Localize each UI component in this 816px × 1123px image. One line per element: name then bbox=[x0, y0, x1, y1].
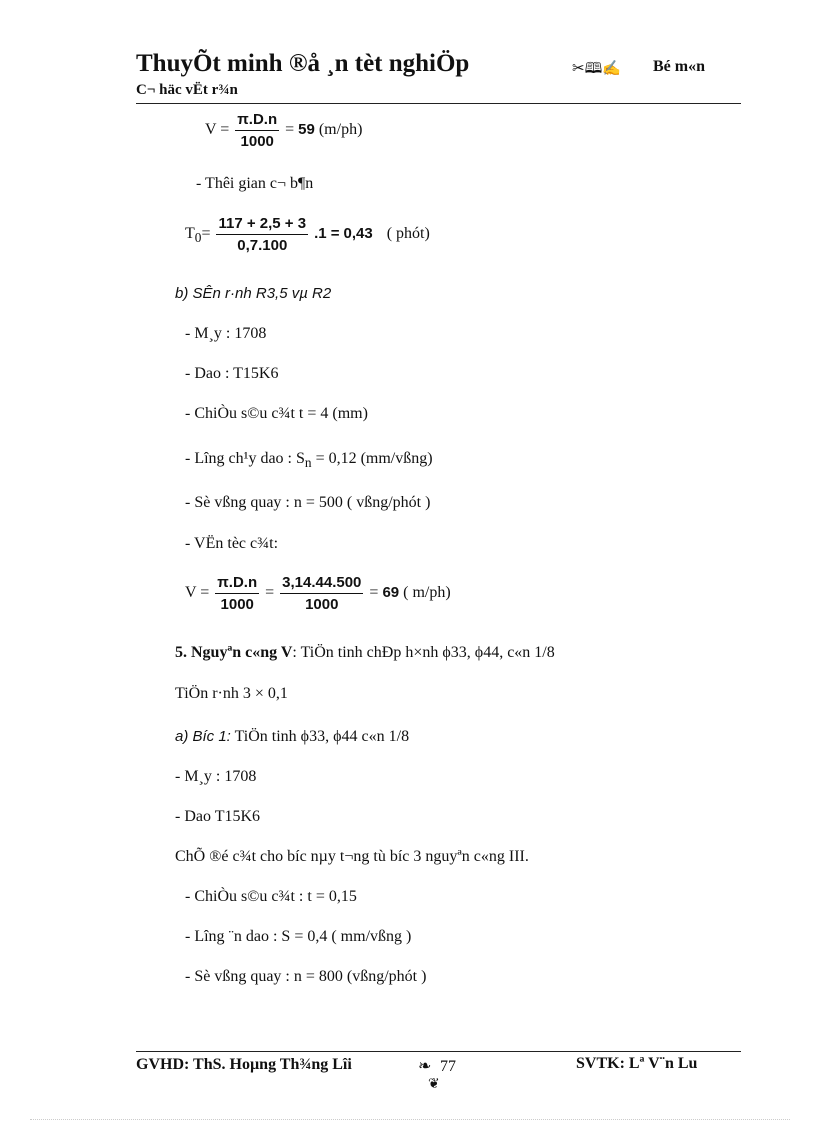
step-a-line: a) Bíc 1: TiÖn tinh ϕ33, ϕ44 c«n 1/8 bbox=[175, 728, 410, 745]
fraction-denominator: 1000 bbox=[220, 596, 254, 613]
page-number: 77 bbox=[440, 1058, 456, 1075]
fraction-denominator: 0,7.100 bbox=[237, 237, 288, 254]
line-machine: - M¸y : 1708 bbox=[185, 325, 267, 342]
fraction bbox=[215, 574, 259, 613]
line-cut-mode: ChÕ ®é c¾t cho bíc nµy t¬ng tù bíc 3 nguyªn c«ng III. bbox=[175, 848, 529, 865]
step-a-label: a) Bíc 1: bbox=[175, 728, 231, 745]
operation-5-line: 5. Nguyªn c«ng V: TiÖn tinh chÐp h×nh ϕ33, ϕ44, c«n 1/8 bbox=[175, 644, 555, 661]
formula-result: 0,43 bbox=[343, 225, 373, 243]
line-feed-2: - Lîng ¨n dao : S = 0,4 ( mm/vßng ) bbox=[185, 928, 412, 945]
header-ornament-icon: ✂🕮✍ bbox=[572, 61, 621, 77]
fraction bbox=[235, 111, 279, 150]
line-spindle-speed-2: - Sè vßng quay : n = 800 (vßng/phót ) bbox=[185, 968, 427, 985]
fraction-denominator: 1000 bbox=[305, 596, 339, 613]
line-machining-time: - Thêi gian c¬ b¶n bbox=[196, 175, 314, 192]
line-machine-2: - M¸y : 1708 bbox=[175, 768, 257, 785]
footer-flourish-icon: ❦ bbox=[428, 1077, 440, 1092]
line-spindle-speed: - Sè vßng quay : n = 500 ( vßng/phót ) bbox=[185, 494, 431, 511]
formula-multiplier: .1 = bbox=[314, 225, 340, 243]
footer-student: SVTK: Lª V¨n Lu bbox=[576, 1055, 698, 1072]
department-label: Bé m«n bbox=[653, 58, 705, 75]
line-cutting-speed: - VËn tèc c¾t: bbox=[185, 535, 279, 552]
fraction-numerator: 3,14.44.500 bbox=[280, 574, 363, 594]
line-tool-2: - Dao T15K6 bbox=[175, 808, 261, 825]
line-feed: - Lîng ch¹y dao : $S_n = 0,12$ (mm/vßng) bbox=[185, 450, 433, 471]
formula-unit: (m/ph) bbox=[318, 121, 363, 139]
document-title: ThuyÕt minh ®å ¸n tèt nghiÖp bbox=[136, 50, 470, 77]
line-cut-depth: - ChiÒu s©u c¾t t = 4 (mm) bbox=[185, 405, 368, 422]
fraction-numerator: π.D.n bbox=[215, 574, 259, 594]
formula-equals: = bbox=[265, 584, 275, 602]
formula-equals: = bbox=[285, 121, 295, 139]
operation-5-heading: 5. Nguyªn c«ng V bbox=[175, 644, 293, 661]
fraction-numerator: π.D.n bbox=[235, 111, 279, 131]
formula-unit: ( phót) bbox=[386, 225, 430, 243]
fraction-numerator: 117 + 2,5 + 3 bbox=[216, 215, 308, 235]
line-cut-depth-2: - ChiÒu s©u c¾t : t = 0,15 bbox=[185, 888, 357, 905]
footer-advisor: GVHD: ThS. Hoµng Th¾ng Lîi bbox=[136, 1056, 352, 1073]
formula-velocity-2 bbox=[185, 574, 451, 613]
fraction bbox=[280, 574, 363, 613]
formula-equals: = bbox=[369, 584, 379, 602]
line-grooving: TiÖn r·nh 3 × 0,1 bbox=[175, 685, 288, 702]
formula-result: 69 bbox=[382, 584, 400, 602]
footer-ornament-icon: ❧ bbox=[418, 1058, 432, 1075]
fraction-denominator: 1000 bbox=[240, 133, 274, 150]
formula-result: 59 bbox=[298, 121, 315, 139]
header-rule bbox=[136, 103, 741, 104]
formula-lhs: V = bbox=[185, 584, 210, 602]
fraction bbox=[216, 215, 308, 254]
formula-velocity-1 bbox=[205, 111, 362, 150]
section-b-heading: b) SÊn r·nh R3,5 vµ R2 bbox=[175, 285, 332, 302]
formula-lhs: $T_0=$ bbox=[185, 225, 211, 246]
page-bottom-border bbox=[30, 1119, 790, 1120]
formula-time bbox=[185, 215, 430, 254]
document-subtitle: C¬ häc vËt r¾n bbox=[136, 82, 238, 98]
line-tool: - Dao : T15K6 bbox=[185, 365, 279, 382]
formula-lhs: V = bbox=[205, 121, 230, 139]
formula-unit: ( m/ph) bbox=[403, 584, 451, 602]
footer-rule bbox=[136, 1051, 741, 1052]
